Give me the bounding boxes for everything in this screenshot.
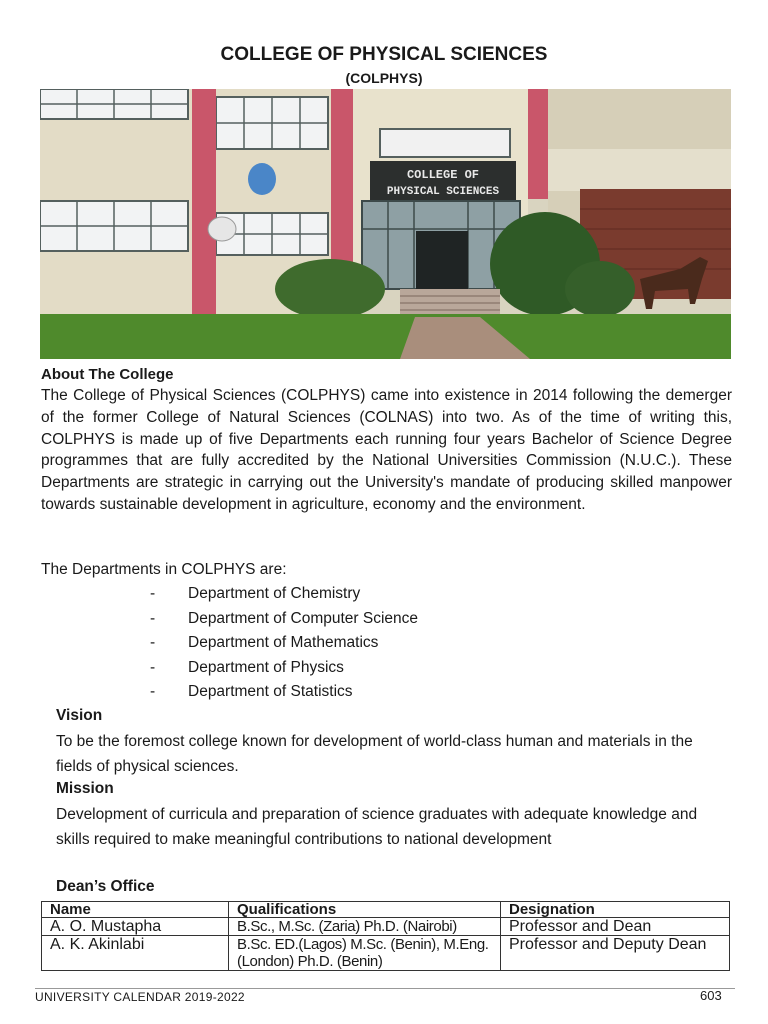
list-item <box>150 656 418 681</box>
footer-divider <box>35 988 735 989</box>
departments-intro: The Departments in COLPHYS are: <box>41 561 287 578</box>
page-title: COLLEGE OF PHYSICAL SCIENCES <box>220 44 548 65</box>
vision-heading: Vision <box>56 707 103 724</box>
sign-text-line2: PHYSICAL SCIENCES <box>386 186 500 198</box>
deans-office-table <box>41 901 730 971</box>
table-row <box>42 918 730 936</box>
column-header-name: Name <box>42 902 229 918</box>
list-bullet: - <box>150 609 156 627</box>
list-bullet: - <box>150 585 156 603</box>
vision-text: To be the foremost college known for development of world-class human and materials in the fields of physical sciences. <box>56 733 693 775</box>
about-heading: About The College <box>41 366 174 383</box>
mission-text: Development of curricula and preparation of science graduates with adequate knowledge and skills required to make meaningful contributions to national development <box>56 806 698 848</box>
list-bullet: - <box>150 683 156 701</box>
department-name: Department of Mathematics <box>188 634 379 652</box>
table-header-row <box>42 902 730 918</box>
department-name: Department of Physics <box>188 658 344 676</box>
sign-text-line1: COLLEGE OF <box>406 168 480 182</box>
departments-list <box>150 582 418 705</box>
column-header-designation: Designation <box>501 902 730 918</box>
list-bullet: - <box>150 658 156 676</box>
list-item <box>150 631 418 656</box>
college-building-photo <box>40 89 731 359</box>
mission-heading: Mission <box>56 780 114 797</box>
cell-designation: Professor and Deputy Dean <box>501 936 730 971</box>
cell-name: A. K. Akinlabi <box>42 936 229 971</box>
page-number: 603 <box>700 988 722 1003</box>
about-paragraph: The College of Physical Sciences (COLPHYS) came into existence in 2014 following the demerger of the former College of Natural Sciences (COLNAS) into two. As of the time of writing this, COLPHYS is made up of five Departments each running four years Bachelor of Science Degree programmes that are fully accredited by the National Universities Commission (N.U.C.). These Departments are strategic in carrying out the University's mandate of producing skilled manpower towards sustainable development in agriculture, economy and the environment. <box>41 387 732 513</box>
deans-office-heading: Dean’s Office <box>56 878 155 895</box>
table-row <box>42 936 730 971</box>
cell-qualifications: B.Sc., M.Sc. (Zaria) Ph.D. (Nairobi) <box>229 918 501 936</box>
cell-designation: Professor and Dean <box>501 918 730 936</box>
list-bullet: - <box>150 634 156 652</box>
department-name: Department of Chemistry <box>188 585 361 603</box>
list-item <box>150 680 418 705</box>
cell-name: A. O. Mustapha <box>42 918 229 936</box>
footer-calendar-label: UNIVERSITY CALENDAR 2019-2022 <box>35 990 245 1004</box>
list-item <box>150 607 418 632</box>
column-header-qualifications: Qualifications <box>229 902 501 918</box>
department-name: Department of Statistics <box>188 683 353 701</box>
department-name: Department of Computer Science <box>188 609 419 627</box>
page-subtitle: (COLPHYS) <box>345 70 423 86</box>
cell-qualifications: B.Sc. ED.(Lagos) M.Sc. (Benin), M.Eng. (London) Ph.D. (Benin) <box>229 936 501 971</box>
list-item <box>150 582 418 607</box>
